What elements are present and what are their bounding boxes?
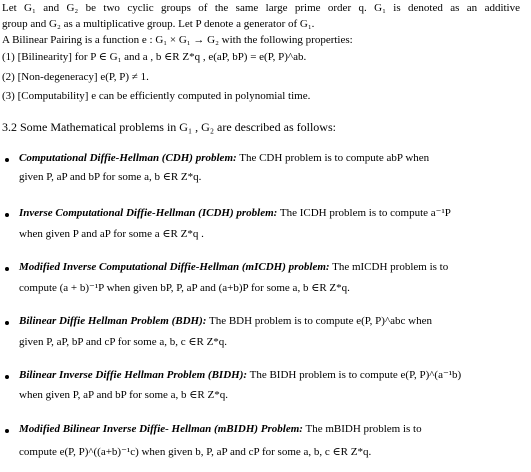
intro-line-2: group and G₂ as a multiplicative group. Let P denote a generator of G₁. — [2, 18, 315, 30]
problem-2-line-2: when given P and aP for some a ∈R Z*q . — [19, 228, 204, 240]
problem-1-line-2: given P, aP and bP for some a, b ∈R Z*q. — [19, 171, 202, 183]
problem-3-title: Modified Inverse Computational Diffie-Hellman (mICDH) problem: — [19, 261, 330, 273]
intro-line-3: A Bilinear Pairing is a function e : G₁ × G₁ → G₂ with the following properties: — [2, 34, 353, 46]
problem-2-title: Inverse Computational Diffie-Hellman (ICDH) problem: — [19, 207, 278, 219]
intro-line-5: (2) [Non-degeneracy] e(P, P) ≠ 1. — [2, 71, 149, 83]
bullet-icon — [5, 375, 9, 379]
problem-1-text: The CDH problem is to compute abP when — [239, 152, 430, 164]
problem-4-line-2: given P, aP, bP and cP for some a, b, c ∈R Z*q. — [19, 336, 228, 348]
bullet-icon — [5, 213, 9, 217]
problem-6-title: Modified Bilinear Inverse Diffie- Hellman (mBIDH) Problem: — [19, 423, 303, 435]
intro-line-4: (1) [Bilinearity] for P ∈ G₁ and a , b ∈R Z*q , e(aP, bP) = e(P, P)^ab. — [2, 51, 307, 63]
problem-1-line-1 — [19, 152, 429, 165]
bullet-icon — [5, 321, 9, 325]
problem-2-line-1 — [19, 207, 451, 220]
problem-6-line-2: compute e(P, P)^((a+b)⁻¹c) when given b, P, aP and cP for some a, b, c ∈R Z*q. — [19, 446, 372, 458]
section-heading: 3.2 Some Mathematical problems in G₁ , G₂ are described as follows: — [2, 120, 336, 134]
problem-3-line-1 — [19, 261, 448, 274]
bullet-icon — [5, 429, 9, 433]
problem-4-title: Bilinear Diffie Hellman Problem (BDH): — [19, 315, 207, 327]
problem-4-line-1 — [19, 315, 432, 328]
problem-5-line-1 — [19, 369, 461, 382]
problem-1-title: Computational Diffie-Hellman (CDH) problem: — [19, 152, 237, 164]
intro-line-6: (3) [Computability] e can be efficiently computed in polynomial time. — [2, 90, 311, 102]
problem-6-line-1 — [19, 423, 422, 436]
problem-3-line-2: compute (a + b)⁻¹P when given bP, P, aP and (a+b)P for some a, b ∈R Z*q. — [19, 282, 350, 294]
problem-6-text: The mBIDH problem is to — [305, 423, 422, 435]
problem-2-text: The ICDH problem is to compute a⁻¹P — [279, 207, 451, 219]
problem-5-line-2: when given P, aP and bP for some a, b ∈R Z*q. — [19, 389, 228, 401]
intro-line-1: Let G₁ and G₂ be two cyclic groups of the same large prime order q. G₁ is denoted as an additive — [2, 2, 520, 14]
problem-3-text: The mICDH problem is to — [332, 261, 449, 273]
problem-5-title: Bilinear Inverse Diffie Hellman Problem (BIDH): — [19, 369, 248, 381]
problem-4-text: The BDH problem is to compute e(P, P)^abc when — [208, 315, 432, 327]
bullet-icon — [5, 267, 9, 271]
bullet-icon — [5, 158, 9, 162]
problem-5-text: The BIDH problem is to compute e(P, P)^(a⁻¹b) — [249, 369, 462, 381]
